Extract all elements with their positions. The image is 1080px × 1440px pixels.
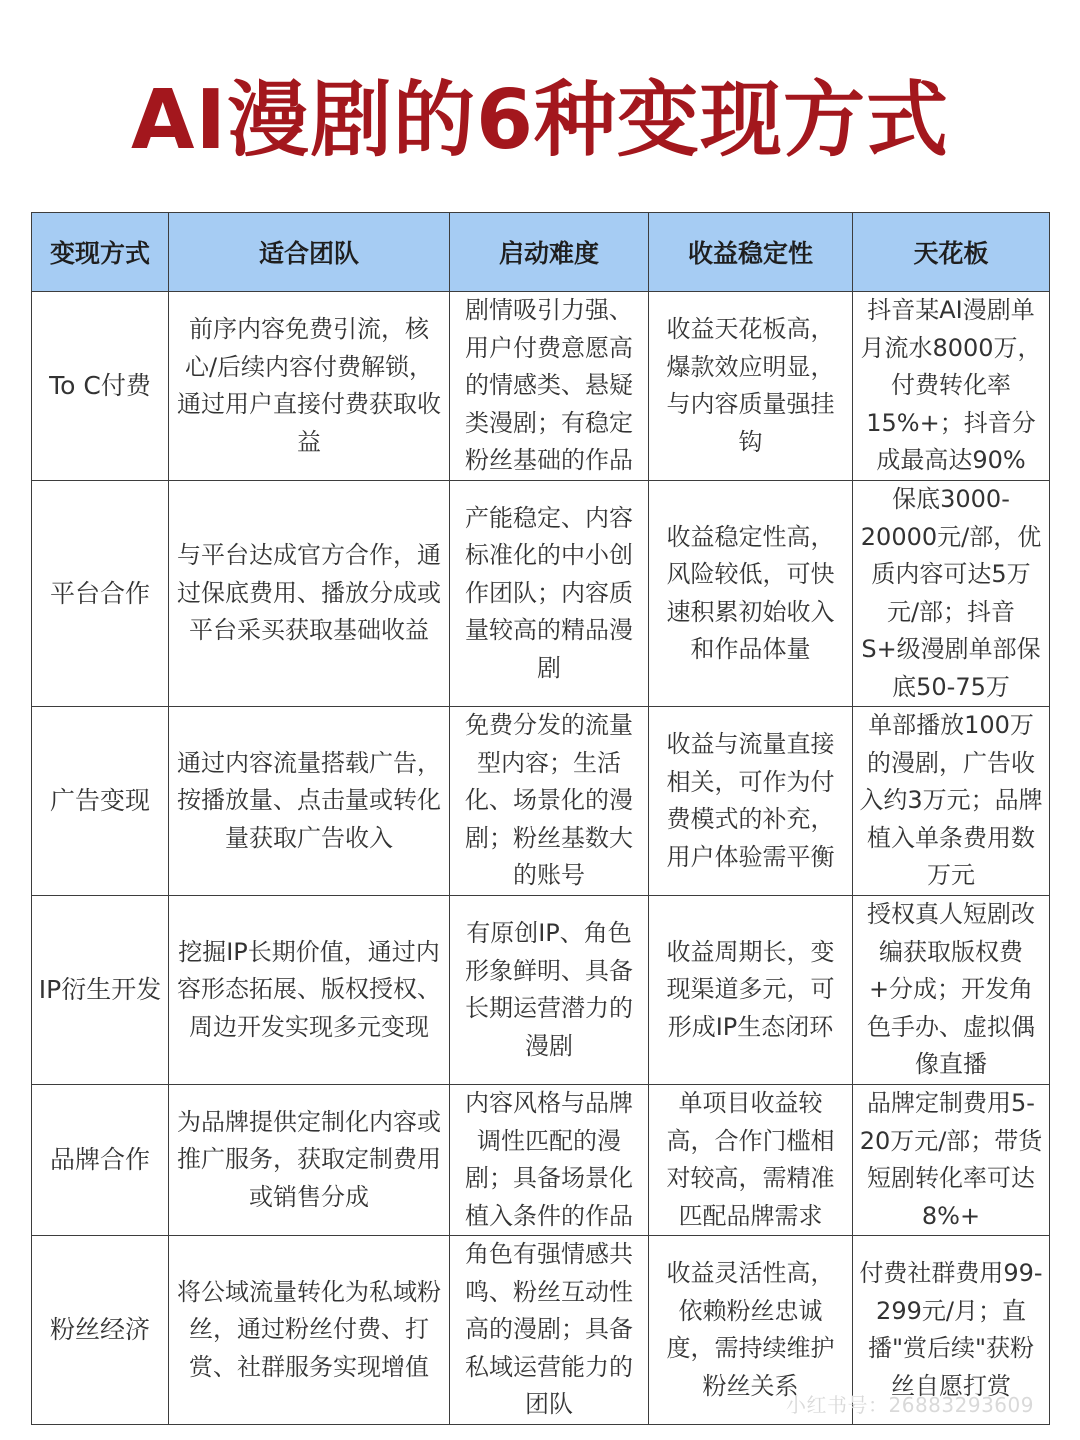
cell-method: To C付费 [32, 292, 169, 481]
cell-stability: 收益周期长，变现渠道多元，可形成IP生态闭环 [649, 896, 853, 1085]
cell-team: 为品牌提供定制化内容或推广服务，获取定制费用或销售分成 [169, 1085, 450, 1236]
cell-team: 将公域流量转化为私域粉丝，通过粉丝付费、打赏、社群服务实现增值 [169, 1236, 450, 1425]
page-title: AI漫剧的6种变现方式 [130, 73, 950, 168]
cell-difficulty: 剧情吸引力强、用户付费意愿高的情感类、悬疑类漫剧；有稳定粉丝基础的作品 [450, 292, 649, 481]
cell-ceiling: 付费社群费用99-299元/月；直播"赏后续"获粉丝自愿打赏 [853, 1236, 1050, 1425]
cell-difficulty: 有原创IP、角色形象鲜明、具备长期运营潜力的漫剧 [450, 896, 649, 1085]
cell-stability: 收益灵活性高，依赖粉丝忠诚度，需持续维护粉丝关系 [649, 1236, 853, 1425]
cell-team: 挖掘IP长期价值，通过内容形态拓展、版权授权、周边开发实现多元变现 [169, 896, 450, 1085]
cell-method: 平台合作 [32, 481, 169, 707]
header-ceiling: 天花板 [853, 213, 1050, 292]
cell-difficulty: 角色有强情感共鸣、粉丝互动性高的漫剧；具备私域运营能力的团队 [450, 1236, 649, 1425]
table-row [32, 481, 1050, 707]
table-row [32, 292, 1050, 481]
cell-stability: 收益稳定性高，风险较低，可快速积累初始收入和作品体量 [649, 481, 853, 707]
monetization-table [31, 212, 1050, 1425]
header-stability: 收益稳定性 [649, 213, 853, 292]
table-row [32, 707, 1050, 896]
cell-team: 与平台达成官方合作，通过保底费用、播放分成或平台采买获取基础收益 [169, 481, 450, 707]
cell-method: IP衍生开发 [32, 896, 169, 1085]
cell-ceiling: 授权真人短剧改编获取版权费+分成；开发角色手办、虚拟偶像直播 [853, 896, 1050, 1085]
cell-ceiling: 品牌定制费用5-20万元/部；带货短剧转化率可达8%+ [853, 1085, 1050, 1236]
cell-stability: 收益与流量直接相关，可作为付费模式的补充，用户体验需平衡 [649, 707, 853, 896]
cell-ceiling: 抖音某AI漫剧单月流水8000万，付费转化率15%+；抖音分成最高达90% [853, 292, 1050, 481]
cell-ceiling: 单部播放100万的漫剧，广告收入约3万元；品牌植入单条费用数万元 [853, 707, 1050, 896]
cell-difficulty: 内容风格与品牌调性匹配的漫剧；具备场景化植入条件的作品 [450, 1085, 649, 1236]
cell-difficulty: 产能稳定、内容标准化的中小创作团队；内容质量较高的精品漫剧 [450, 481, 649, 707]
table-row [32, 896, 1050, 1085]
cell-team: 通过内容流量搭载广告，按播放量、点击量或转化量获取广告收入 [169, 707, 450, 896]
cell-stability: 收益天花板高，爆款效应明显，与内容质量强挂钩 [649, 292, 853, 481]
watermark: 小红书号：26883293609 [786, 1393, 1034, 1417]
cell-method: 广告变现 [32, 707, 169, 896]
table-row [32, 1085, 1050, 1236]
table-header-row [32, 213, 1050, 292]
cell-ceiling: 保底3000-20000元/部，优质内容可达5万元/部；抖音S+级漫剧单部保底50-75万 [853, 481, 1050, 707]
header-difficulty: 启动难度 [450, 213, 649, 292]
cell-team: 前序内容免费引流，核心/后续内容付费解锁，通过用户直接付费获取收益 [169, 292, 450, 481]
cell-method: 粉丝经济 [32, 1236, 169, 1425]
cell-difficulty: 免费分发的流量型内容；生活化、场景化的漫剧；粉丝基数大的账号 [450, 707, 649, 896]
header-team: 适合团队 [169, 213, 450, 292]
cell-method: 品牌合作 [32, 1085, 169, 1236]
header-method: 变现方式 [32, 213, 169, 292]
cell-stability: 单项目收益较高，合作门槛相对较高，需精准匹配品牌需求 [649, 1085, 853, 1236]
